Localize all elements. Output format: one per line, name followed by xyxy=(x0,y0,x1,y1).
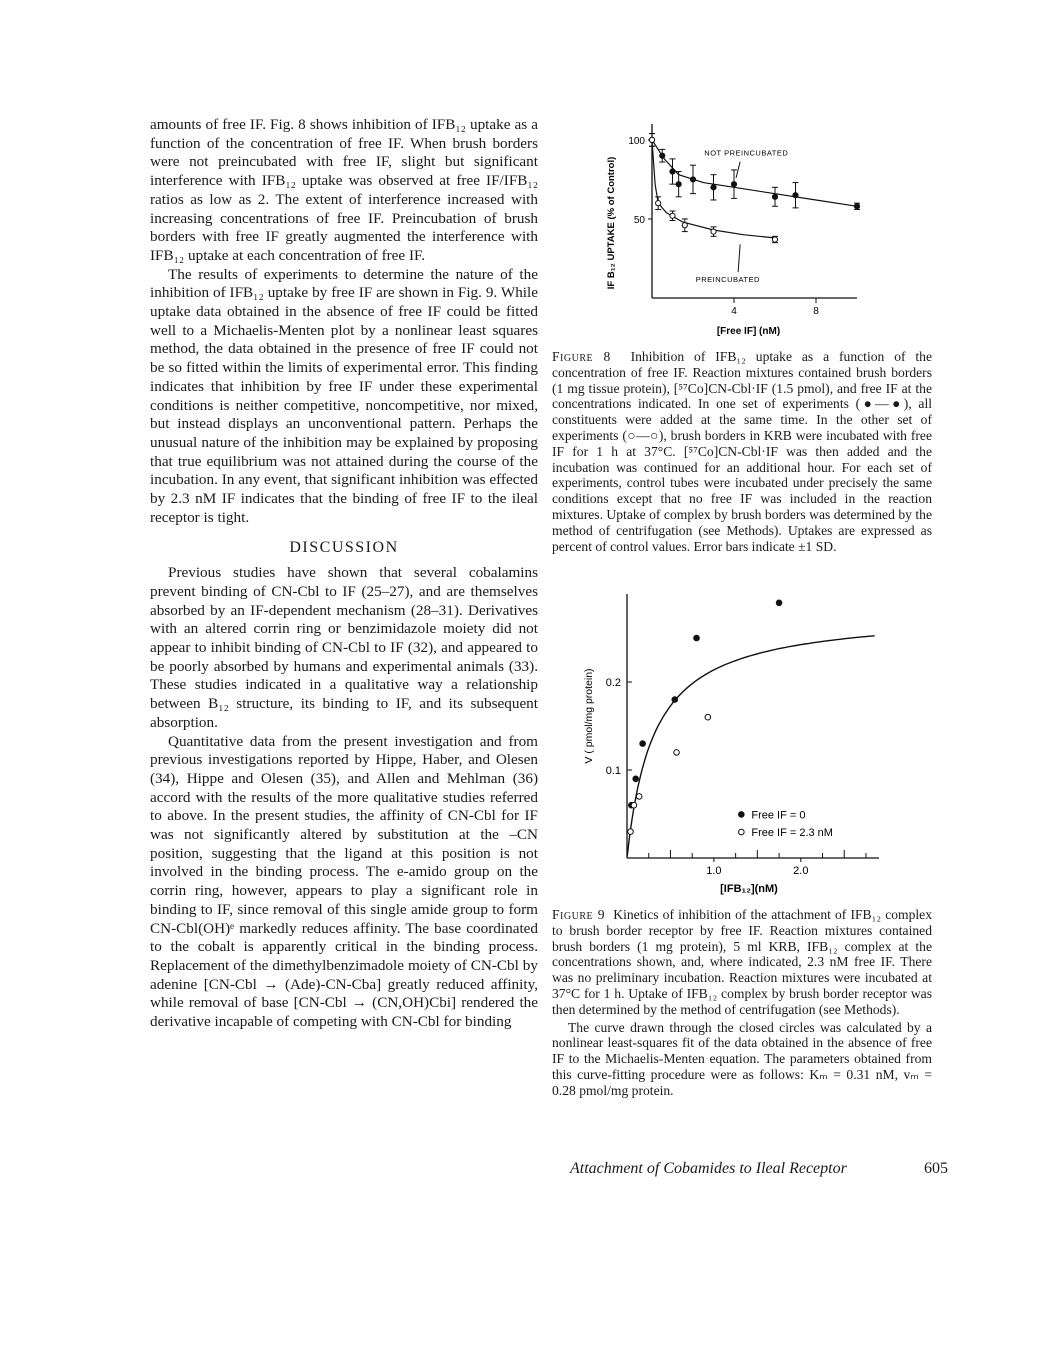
x-tick-label: 4 xyxy=(731,306,737,317)
y-axis-title: IF B₁₂ UPTAKE (% of Control) xyxy=(606,156,617,290)
y-tick-label: 50 xyxy=(633,214,645,226)
figure-9-chart xyxy=(552,588,922,900)
figure-9-caption-note: The curve drawn through the closed circles was calculated by a nonlinear least-squares fit of the data obtained in the absence of free IF to the Michaelis-Menten equation. The parameters obtained from this curve-fitting procedure were as follows: Kₘ = 0.31 nM, vₘ = 0.28 pmol/mg protein. xyxy=(552,1019,932,1098)
data-point xyxy=(711,185,716,190)
figure-8-caption-text: Inhibition of IFB₁₂ uptake as a function of the concentration of free IF. Reaction mixtures contained brush borders (1 mg tissue protein), [⁵⁷Co]CN-Cbl·IF (1.5 pmol), and free IF at the concentrations indicated. In one set of experiments (●—●), all constituents were added at the same time. In the other set of experiments (○—○), brush borders in KRB were incubated with free IF for 1 h at 37°C. [⁵⁷Co]CN-Cbl·IF was then added and the incubation was continued for an additional hour. For each set of experiments, control tubes were incubated under precisely the same conditions except that no free IF was included in the reaction mixtures. Uptake of complex by brush borders was determined by the method of centrifugation (see Methods). Uptakes are expressed as percent of control values. Error bars indicate ±1 SD. xyxy=(552,349,933,554)
x-tick-label: 2.0 xyxy=(793,865,809,877)
legend-marker-open xyxy=(739,829,745,835)
data-point xyxy=(694,635,700,641)
y-tick-label: 0.2 xyxy=(605,677,621,689)
figure-8-label: Figure 8 xyxy=(552,349,611,364)
data-point xyxy=(674,750,680,756)
michaelis-menten-fit-curve xyxy=(627,636,875,857)
data-point xyxy=(705,714,711,720)
figure-8-chart xyxy=(552,112,922,340)
data-point xyxy=(628,829,634,835)
x-tick-label: 8 xyxy=(813,306,819,317)
data-point xyxy=(711,229,716,234)
series-label-preincubated: PREINCUBATED xyxy=(695,275,760,285)
data-point xyxy=(670,213,675,218)
x-axis-title: [Free IF] (nM) xyxy=(716,326,781,337)
series-label-arrow xyxy=(738,244,740,272)
legend-label: Free IF = 0 xyxy=(751,809,806,822)
page-footer xyxy=(570,1160,948,1178)
page-number: 605 xyxy=(924,1160,948,1177)
paragraph-quantitative-data: Quantitative data from the present investigation and from previous investigations reported by Hippe, Haber, and Olesen (34), Hippe and Olesen (35), and Allen and Mehlman (36) accord with the results of the more qualitative studies referred to above. In the present studies, the affinity of CN-Cbl for IF was not significantly altered by substitution at the –CN position, suggesting that the ligand at this position is not involved in the binding process. The e-amido group on the corrin ring, however, appears to play a significant role in binding to IF, since removal of this single amide group to form CN-Cbl(OH)ᵉ markedly reduces affinity. The base coordinated to the cobalt is apparently critical in the binding process. Replacement of the dimethylbenzimadole moiety of CN-Cbl by adenine [CN-Cbl → (Ade)-CN-Cba] greatly reduced affinity, while removal of base [CN-Cbl → (CN,OH)Cbi] rendered the derivative incapable of competing with CN-Cbl for binding xyxy=(150,732,538,1031)
data-point xyxy=(772,194,777,199)
running-title: Attachment of Cobamides to Ileal Receptor xyxy=(570,1160,847,1177)
left-text-column xyxy=(150,116,538,1032)
data-point xyxy=(793,193,798,198)
data-point xyxy=(854,204,859,209)
data-point xyxy=(649,137,654,142)
y-tick-label: 0.1 xyxy=(605,765,621,777)
figure-9-caption xyxy=(552,907,932,1018)
x-axis-title: [IFB₁₂](nM) xyxy=(720,883,778,895)
series-label-not-preincubated: NOT PREINCUBATED xyxy=(704,148,789,158)
x-tick-label: 1.0 xyxy=(706,865,722,877)
data-point xyxy=(633,776,639,782)
data-point xyxy=(631,802,637,808)
paragraph-previous-studies: Previous studies have shown that several cobalamins prevent binding of CN-Cbl to IF (25–27), and are themselves absorbed by an IF-dependent mechanism (28–31). Derivatives with an altered corrin ring or benzimidazole moiety did not appear to inhibit binding of CN-Cbl to IF (32), and appeared to be poorly absorbed by humans and experimental animals (33). These studies indicated in a qualitative way a relationship between B₁₂ structure, its binding to IF, and its subsequent absorption. xyxy=(150,564,538,731)
data-point xyxy=(731,182,736,187)
data-point xyxy=(676,182,681,187)
paragraph-nature-of-inhibition: The results of experiments to determine the nature of the inhibition of IFB₁₂ uptake by free IF are shown in Fig. 9. While uptake data obtained in the absence of free IF could be fitted well to a Michaelis-Menten plot by a nonlinear least squares method, the data obtained in the presence of free IF could not be so fitted within the limits of experimental error. This finding indicates that inhibition by free IF under these experimental conditions is neither competitive, noncompetitive, nor mixed, but instead displays an unconventional pattern. Perhaps the unusual nature of the inhibition may be explained by proposing that true equilibrium was not attained during the course of the incubation. In any event, that significant inhibition was effected by 2.3 nM IF indicates that the binding of free IF to the ileal receptor is tight. xyxy=(150,265,538,526)
figure-9-label: Figure 9 xyxy=(552,907,606,922)
figure-9-caption-text: Kinetics of inhibition of the attachment of IFB₁₂ complex to brush border receptor by free IF. Reaction mixtures contained brush borders (1 mg protein), 5 ml KRB, IFB₁₂ complex at the concentrations shown, and, where indicated, 2.3 nM free IF. There was no preliminary incubation. Reaction mixtures were incubated at 37°C for 1 h. Uptake of IFB₁₂ complex by brush border receptor was then determined by the method of centrifugation (see Methods). xyxy=(552,907,933,1017)
figure-8 xyxy=(552,112,932,554)
data-point xyxy=(672,697,678,703)
data-point xyxy=(682,223,687,228)
data-point xyxy=(670,169,675,174)
legend-marker-filled xyxy=(739,812,745,818)
data-point xyxy=(772,237,777,242)
legend-label: Free IF = 2.3 nM xyxy=(751,827,833,839)
data-point xyxy=(660,153,665,158)
section-heading-discussion: DISCUSSION xyxy=(289,539,399,557)
data-point xyxy=(776,600,782,606)
data-point xyxy=(656,201,661,206)
data-point xyxy=(636,794,642,800)
y-axis-title: V ( pmol/mg protein) xyxy=(583,668,595,764)
data-point xyxy=(690,177,695,182)
y-tick-label: 100 xyxy=(628,135,645,147)
figure-8-caption xyxy=(552,349,932,554)
paragraph-inhibition-results: amounts of free IF. Fig. 8 shows inhibition of IFB₁₂ uptake as a function of the concentration of free IF. When brush borders were not preincubated with free IF, slight but significant interference with IFB₁₂ uptake was observed at free IF/IFB₁₂ ratios as low as 2. The extent of interference increased with increasing concentrations of free IF. Preincubation of brush borders with free IF greatly augmented the interference with IFB₁₂ uptake at each concentration of free IF. xyxy=(150,116,538,264)
figure-9 xyxy=(552,588,932,1099)
data-point xyxy=(640,741,646,747)
